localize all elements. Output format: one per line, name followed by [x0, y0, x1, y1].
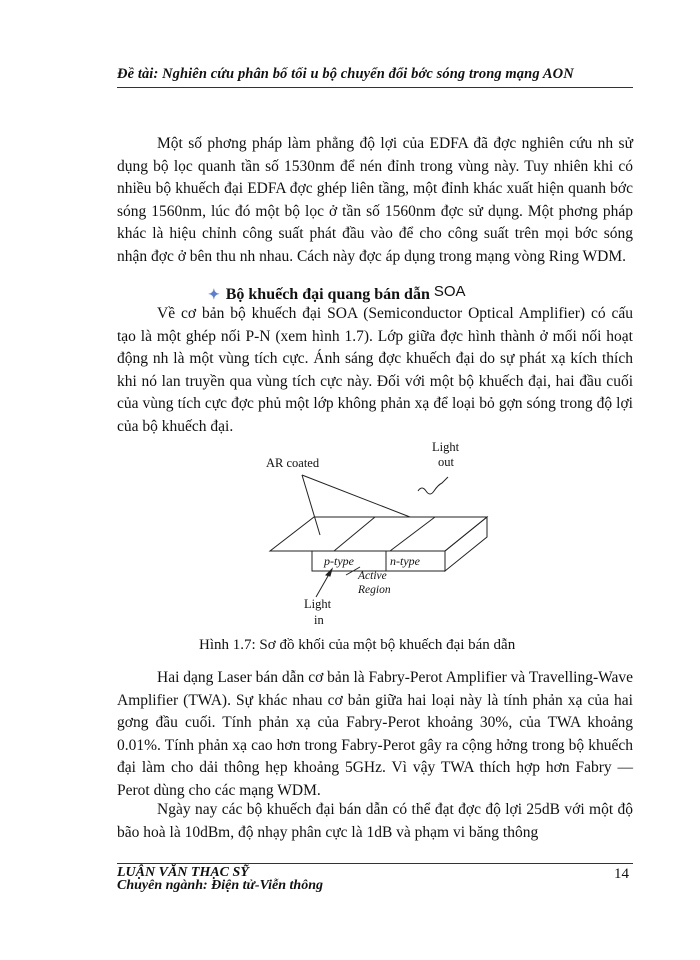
footer-left [117, 866, 323, 892]
footer-major-label: Chuyên ngành: Điện tử-Viễn thông [117, 878, 324, 893]
light-in-label-line2: in [314, 613, 324, 627]
page-number: 14 [614, 866, 629, 882]
light-out-label-line1: Light [432, 440, 460, 454]
p-type-label: p-type [324, 554, 354, 568]
paragraph-laser-types: Hai dạng Laser bán dẫn cơ bản là Fabry-Perot Amplifier và Travelling-Wave Amplifier (TWA). Sự khác nhau cơ bản giữa hai loại này là tính phản xạ của hai gơng đầu cuối. Tính phản xạ của Fabry-Perot khoảng 30%, của TWA khoảng 0.01%. Tính phản xạ cao hơn trong Fabry-Perot gây ra cộng hởng trong bộ khuếch đại làm cho dải thông hẹp khoảng 5GHz. Vì vậy TWA thích hợp hơn Fabry —Perot dùng cho các mạng WDM. [117, 669, 633, 799]
ar-coated-label: AR coated [266, 456, 320, 470]
soa-figure [250, 435, 500, 635]
diamond-bullet-icon: ✦ [208, 288, 220, 303]
header-rule [117, 87, 633, 88]
page-header: Đề tài: Nghiên cứu phân bố tối u bộ chuyển đổi bớc sóng trong mạng AON [117, 66, 574, 82]
n-type-label: n-type [390, 554, 420, 568]
paragraph-soa: Về cơ bản bộ khuếch đại SOA (Semiconductor Optical Amplifier) có cấu tạo là một ghép nối P-N (xem hình 1.7). Lớp giữa đợc hình thành ở mối nối hoạt động nh là một vùng tích cực. Ánh sáng đợc khuếch đại do sự phát xạ kích thích khi nó lan truyền qua vùng tích cực này. Đối với một bộ khuếch đại, hai đầu cuối của vùng tích cực đợc phủ một lớp không phản xạ để loại bỏ gợn sóng trong độ lợi của bộ khuếch đại. [117, 305, 633, 435]
section-abbr: SOA [433, 283, 466, 300]
light-in-label-line1: Light [304, 597, 332, 611]
light-out-label-line2: out [438, 455, 454, 469]
figure-caption: Hình 1.7: Sơ đồ khối của một bộ khuếch đại bán dẫn [199, 637, 516, 653]
footer-thesis-label: LUẬN VĂN THẠC SỸ [117, 865, 249, 880]
section-title: Bộ khuếch đại quang bán dẫn [225, 286, 430, 303]
paragraph-edfa: Một số phơng pháp làm phẳng độ lợi của EDFA đã đợc nghiên cứu nh sử dụng bộ lọc quanh tần số 1530nm để nén đỉnh trong vùng này. Tuy nhiên khi có nhiều bộ khuếch đại EDFA đợc ghép liên tầng, một đỉnh khác xuất hiện quanh bớc sóng 1560nm, lúc đó một bộ lọc ở tần số 1560nm đợc sử dụng. Một phơng pháp khác là hiệu chỉnh công suất phát đầu vào để cho công suất trên mọi bớc sóng nhận đợc ở bên thu nh nhau. Cách này đợc áp dụng trong mạng vòng Ring WDM. [117, 135, 633, 265]
paragraph-soa-performance: Ngày nay các bộ khuếch đại bán dẫn có thể đạt đợc độ lợi 25dB với một độ bão hoà là 10dBm, độ nhạy phân cực là 1dB và phạm vi băng thông [117, 801, 633, 841]
footer-rule [117, 863, 633, 864]
active-region-label-line1: Active [358, 570, 387, 582]
active-region-label-line2: Region [358, 584, 391, 596]
section-heading [208, 283, 466, 304]
